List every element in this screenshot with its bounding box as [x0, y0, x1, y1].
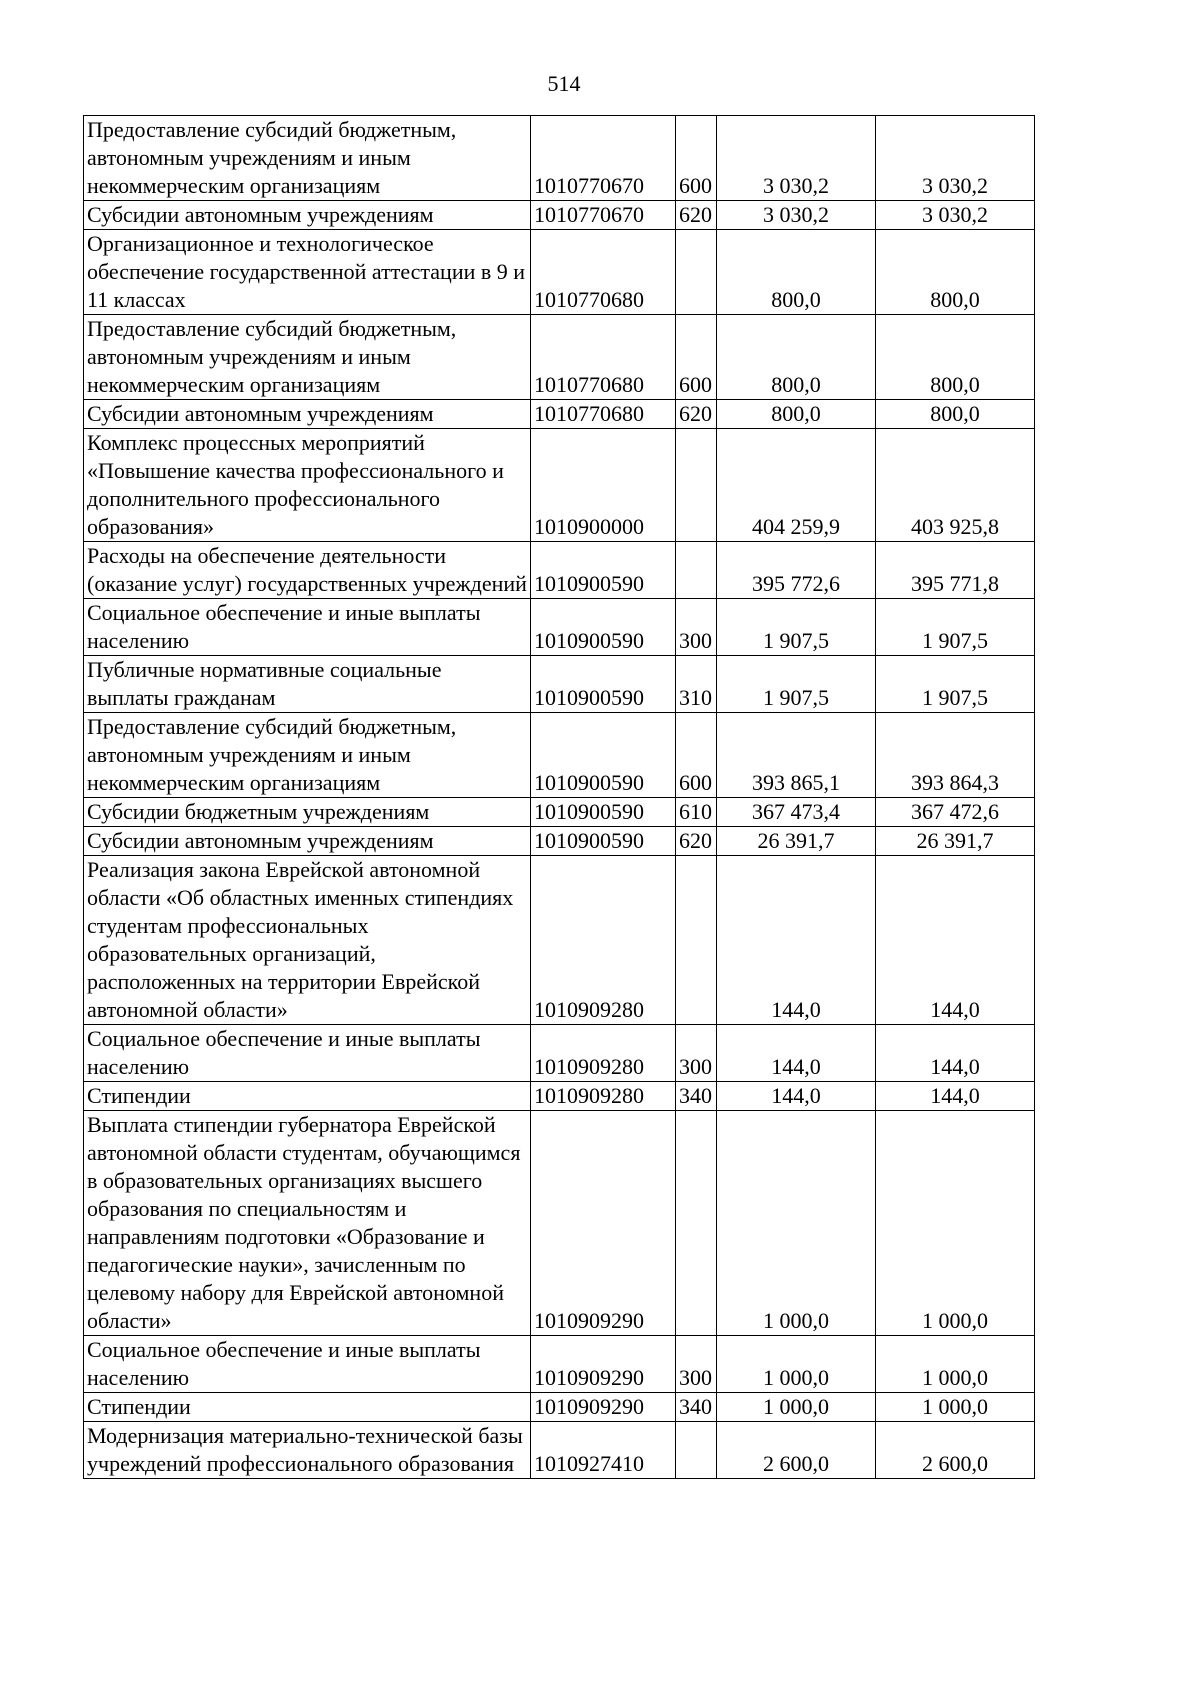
expense-type-cell: 620	[676, 827, 717, 856]
target-code-cell: 1010770680	[531, 400, 676, 429]
expense-name-cell: Субсидии автономным учреждениям	[84, 827, 531, 856]
amount-year1-cell: 393 865,1	[717, 713, 876, 798]
expense-type-cell: 300	[676, 599, 717, 656]
amount-year1-cell: 2 600,0	[717, 1422, 876, 1479]
amount-year1-cell: 144,0	[717, 856, 876, 1025]
table-row	[84, 798, 1035, 827]
amount-year2-cell: 144,0	[876, 1025, 1035, 1082]
amount-year1-cell: 144,0	[717, 1025, 876, 1082]
amount-year2-cell: 800,0	[876, 230, 1035, 315]
amount-year2-cell: 1 907,5	[876, 599, 1035, 656]
expense-type-cell	[676, 1422, 717, 1479]
expense-type-cell	[676, 230, 717, 315]
amount-year1-cell: 1 000,0	[717, 1393, 876, 1422]
target-code-cell: 1010900590	[531, 713, 676, 798]
page-number: 514	[547, 71, 581, 96]
expense-type-cell: 600	[676, 713, 717, 798]
amount-year2-cell: 2 600,0	[876, 1422, 1035, 1479]
amount-year1-cell: 800,0	[717, 315, 876, 400]
table-row	[84, 713, 1035, 798]
amount-year2-cell: 395 771,8	[876, 542, 1035, 599]
table-row	[84, 230, 1035, 315]
target-code-cell: 1010900590	[531, 798, 676, 827]
amount-year2-cell: 403 925,8	[876, 429, 1035, 542]
amount-year2-cell: 26 391,7	[876, 827, 1035, 856]
table-row	[84, 856, 1035, 1025]
expense-name-cell: Реализация закона Еврейской автономной области «Об областных именных стипендиях студентам профессиональных образовательных организаций, расположенных на территории Еврейской автономной области»	[84, 856, 531, 1025]
amount-year1-cell: 1 907,5	[717, 599, 876, 656]
expense-type-cell	[676, 542, 717, 599]
target-code-cell: 1010770670	[531, 201, 676, 230]
table-row	[84, 1025, 1035, 1082]
target-code-cell: 1010909290	[531, 1336, 676, 1393]
amount-year1-cell: 800,0	[717, 400, 876, 429]
target-code-cell: 1010770670	[531, 116, 676, 201]
amount-year2-cell: 800,0	[876, 315, 1035, 400]
amount-year1-cell: 404 259,9	[717, 429, 876, 542]
expense-name-cell: Субсидии бюджетным учреждениям	[84, 798, 531, 827]
amount-year2-cell: 367 472,6	[876, 798, 1035, 827]
amount-year2-cell: 393 864,3	[876, 713, 1035, 798]
expense-name-cell: Комплекс процессных мероприятий «Повышение качества профессионального и дополнительного профессионального образования»	[84, 429, 531, 542]
table-row	[84, 429, 1035, 542]
expense-type-cell: 340	[676, 1082, 717, 1111]
expense-name-cell: Социальное обеспечение и иные выплаты населению	[84, 599, 531, 656]
table-row	[84, 1082, 1035, 1111]
table-row	[84, 1393, 1035, 1422]
expense-type-cell: 600	[676, 116, 717, 201]
table-row	[84, 315, 1035, 400]
amount-year2-cell: 3 030,2	[876, 116, 1035, 201]
expense-type-cell	[676, 429, 717, 542]
amount-year1-cell: 1 000,0	[717, 1111, 876, 1336]
amount-year1-cell: 144,0	[717, 1082, 876, 1111]
table-row	[84, 656, 1035, 713]
expense-name-cell: Предоставление субсидий бюджетным, автономным учреждениям и иным некоммерческим организациям	[84, 713, 531, 798]
expense-name-cell: Субсидии автономным учреждениям	[84, 201, 531, 230]
target-code-cell: 1010909290	[531, 1111, 676, 1336]
amount-year1-cell: 3 030,2	[717, 201, 876, 230]
expense-name-cell: Социальное обеспечение и иные выплаты населению	[84, 1336, 531, 1393]
amount-year1-cell: 367 473,4	[717, 798, 876, 827]
table-row	[84, 1422, 1035, 1479]
expense-type-cell: 620	[676, 400, 717, 429]
target-code-cell: 1010770680	[531, 230, 676, 315]
expense-type-cell: 310	[676, 656, 717, 713]
amount-year2-cell: 1 000,0	[876, 1111, 1035, 1336]
amount-year2-cell: 144,0	[876, 856, 1035, 1025]
table-row	[84, 599, 1035, 656]
expense-name-cell: Публичные нормативные социальные выплаты гражданам	[84, 656, 531, 713]
table-row	[84, 1111, 1035, 1336]
target-code-cell: 1010900000	[531, 429, 676, 542]
amount-year2-cell: 144,0	[876, 1082, 1035, 1111]
amount-year2-cell: 800,0	[876, 400, 1035, 429]
expense-name-cell: Предоставление субсидий бюджетным, автономным учреждениям и иным некоммерческим организациям	[84, 315, 531, 400]
amount-year1-cell: 1 000,0	[717, 1336, 876, 1393]
target-code-cell: 1010900590	[531, 827, 676, 856]
target-code-cell: 1010770680	[531, 315, 676, 400]
table-row	[84, 1336, 1035, 1393]
expense-name-cell: Организационное и технологическое обеспечение государственной аттестации в 9 и 11 классах	[84, 230, 531, 315]
target-code-cell: 1010909290	[531, 1393, 676, 1422]
amount-year2-cell: 1 000,0	[876, 1393, 1035, 1422]
amount-year2-cell: 1 907,5	[876, 656, 1035, 713]
expense-name-cell: Расходы на обеспечение деятельности (оказание услуг) государственных учреждений	[84, 542, 531, 599]
target-code-cell: 1010909280	[531, 1025, 676, 1082]
expense-type-cell: 340	[676, 1393, 717, 1422]
amount-year1-cell: 26 391,7	[717, 827, 876, 856]
expense-name-cell: Субсидии автономным учреждениям	[84, 400, 531, 429]
expense-type-cell: 610	[676, 798, 717, 827]
target-code-cell: 1010927410	[531, 1422, 676, 1479]
target-code-cell: 1010900590	[531, 542, 676, 599]
target-code-cell: 1010900590	[531, 656, 676, 713]
table-row	[84, 201, 1035, 230]
table-row	[84, 827, 1035, 856]
budget-table-body	[84, 116, 1035, 1479]
amount-year1-cell: 3 030,2	[717, 116, 876, 201]
expense-type-cell	[676, 1111, 717, 1336]
expense-name-cell: Предоставление субсидий бюджетным, автономным учреждениям и иным некоммерческим организациям	[84, 116, 531, 201]
expense-type-cell: 300	[676, 1336, 717, 1393]
expense-type-cell	[676, 856, 717, 1025]
target-code-cell: 1010909280	[531, 1082, 676, 1111]
amount-year2-cell: 1 000,0	[876, 1336, 1035, 1393]
expense-name-cell: Социальное обеспечение и иные выплаты населению	[84, 1025, 531, 1082]
table-row	[84, 116, 1035, 201]
amount-year1-cell: 395 772,6	[717, 542, 876, 599]
expense-name-cell: Стипендии	[84, 1393, 531, 1422]
expense-type-cell: 620	[676, 201, 717, 230]
amount-year1-cell: 1 907,5	[717, 656, 876, 713]
table-row	[84, 542, 1035, 599]
expense-name-cell: Модернизация материально-технической базы учреждений профессионального образования	[84, 1422, 531, 1479]
expense-name-cell: Стипендии	[84, 1082, 531, 1111]
expense-name-cell: Выплата стипендии губернатора Еврейской автономной области студентам, обучающимся в образовательных организациях высшего образования по специальностям и направлениям подготовки «Образование и педагогические науки», зачисленным по целевому набору для Еврейской автономной области»	[84, 1111, 531, 1336]
target-code-cell: 1010909280	[531, 856, 676, 1025]
amount-year1-cell: 800,0	[717, 230, 876, 315]
target-code-cell: 1010900590	[531, 599, 676, 656]
amount-year2-cell: 3 030,2	[876, 201, 1035, 230]
expense-type-cell: 300	[676, 1025, 717, 1082]
budget-table	[83, 115, 1035, 1479]
table-row	[84, 400, 1035, 429]
expense-type-cell: 600	[676, 315, 717, 400]
